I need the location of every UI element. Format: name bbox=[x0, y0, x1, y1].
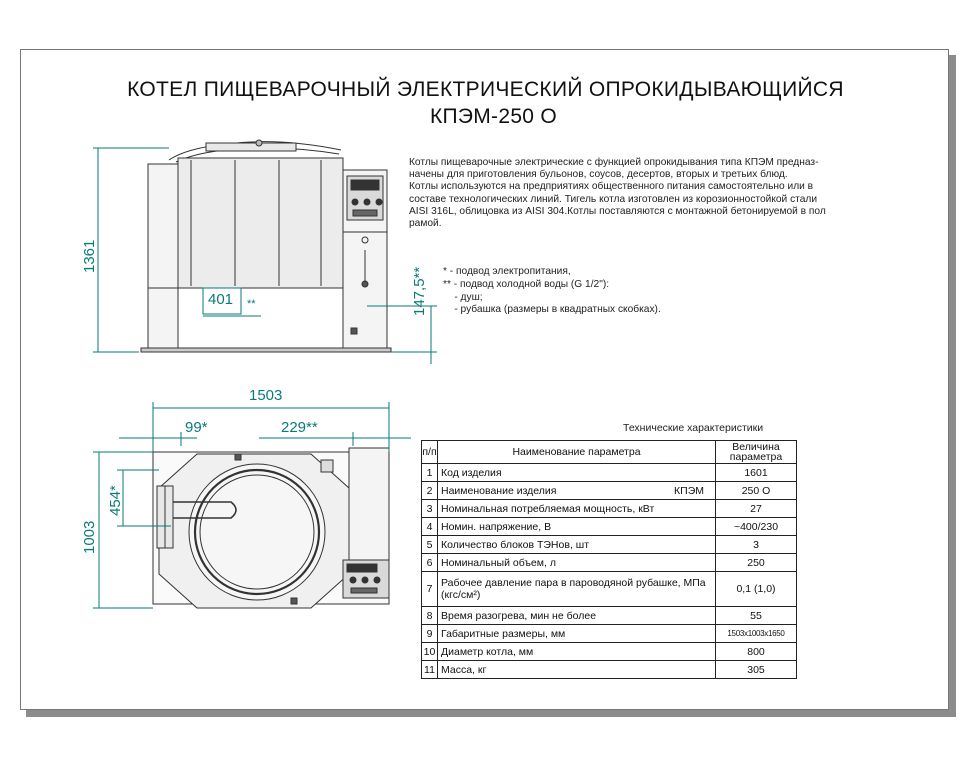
dim-depth-1003: 1003 bbox=[81, 520, 98, 554]
table-caption: Технические характеристики bbox=[623, 422, 764, 434]
dim-454: 454* bbox=[107, 485, 124, 516]
row-value: 55 bbox=[716, 607, 797, 625]
row-param: Рабочее давление пара в пароводяной рубашке, МПа (кгс/см²) bbox=[438, 572, 716, 607]
row-param bbox=[438, 482, 716, 500]
row-num: 11 bbox=[422, 661, 438, 679]
row-param-text: Наименование изделия bbox=[441, 484, 557, 497]
row-param: Диаметр котла, мм bbox=[438, 643, 716, 661]
row-num: 3 bbox=[422, 500, 438, 518]
dim-147-5: 147,5** bbox=[411, 266, 428, 316]
dim-width-1503: 1503 bbox=[249, 387, 283, 404]
header-num: п/п bbox=[422, 441, 438, 464]
table-header-row bbox=[422, 441, 797, 464]
drawing-sheet bbox=[20, 49, 949, 710]
table-row bbox=[422, 572, 797, 607]
row-value: 1503x1003x1650 bbox=[716, 625, 797, 643]
description-line: AISI 316L, облицовка из AISI 304.Котлы поставляются с монтажной бетонируемой в пол bbox=[409, 205, 826, 217]
description-line: Котлы используются на предприятиях общественного питания самостоятельно или в bbox=[409, 181, 814, 193]
dim-401-suffix: ** bbox=[247, 298, 256, 310]
table-row bbox=[422, 500, 797, 518]
dim-229: 229** bbox=[281, 419, 318, 436]
row-value: 1601 bbox=[716, 464, 797, 482]
table-row bbox=[422, 518, 797, 536]
row-num: 4 bbox=[422, 518, 438, 536]
description-line: начены для приготовления бульонов, соусов, десертов, вторых и третьих блюд. bbox=[409, 169, 788, 181]
row-num: 9 bbox=[422, 625, 438, 643]
row-param: Количество блоков ТЭНов, шт bbox=[438, 536, 716, 554]
table-row bbox=[422, 536, 797, 554]
row-num: 7 bbox=[422, 572, 438, 607]
row-num: 10 bbox=[422, 643, 438, 661]
row-num: 8 bbox=[422, 607, 438, 625]
header-value: Величина параметра bbox=[716, 441, 797, 464]
row-value: 305 bbox=[716, 661, 797, 679]
row-value: 800 bbox=[716, 643, 797, 661]
note-line: ** - подвод холодной воды (G 1/2"): bbox=[443, 278, 610, 290]
table-row bbox=[422, 625, 797, 643]
header-param: Наименование параметра bbox=[438, 441, 716, 464]
row-param-right: КПЭМ bbox=[674, 484, 704, 497]
note-line: * - подвод электропитания, bbox=[443, 266, 571, 277]
description-line: рамой. bbox=[409, 218, 442, 230]
description-line: составе технологических линий. Тигель котла изготовлен из корозионностойкой стали bbox=[409, 193, 818, 205]
row-value: 250 bbox=[716, 554, 797, 572]
row-num: 2 bbox=[422, 482, 438, 500]
top-view bbox=[93, 402, 411, 608]
row-param: Номинальная потребляемая мощность, кВт bbox=[438, 500, 716, 518]
row-value: 27 bbox=[716, 500, 797, 518]
dim-401: 401 bbox=[208, 291, 234, 308]
description-line: Котлы пищеварочные электрические с функцией опрокидывания типа КПЭМ предназ- bbox=[409, 157, 819, 168]
row-num: 1 bbox=[422, 464, 438, 482]
table-row bbox=[422, 554, 797, 572]
row-param: Номинальный объем, л bbox=[438, 554, 716, 572]
row-value: 250 О bbox=[716, 482, 797, 500]
row-value: 3 bbox=[716, 536, 797, 554]
dim-height-1361: 1361 bbox=[81, 239, 98, 273]
table-row bbox=[422, 643, 797, 661]
row-value: 0,1 (1,0) bbox=[716, 572, 797, 607]
page-title: КОТЕЛ ПИЩЕВАРОЧНЫЙ ЭЛЕКТРИЧЕСКИЙ ОПРОКИДЫВАЮЩИЙСЯ bbox=[127, 78, 844, 101]
row-param: Масса, кг bbox=[438, 661, 716, 679]
row-value: ~400/230 bbox=[716, 518, 797, 536]
dim-99: 99* bbox=[185, 419, 208, 436]
table-row bbox=[422, 607, 797, 625]
table-row bbox=[422, 464, 797, 482]
model-title: КПЭМ-250 О bbox=[429, 105, 558, 128]
table-row bbox=[422, 661, 797, 679]
front-view bbox=[93, 140, 437, 364]
table-row bbox=[422, 482, 797, 500]
row-param: Номин. напряжение, В bbox=[438, 518, 716, 536]
note-line: - рубашка (размеры в квадратных скобках). bbox=[443, 304, 661, 316]
row-num: 5 bbox=[422, 536, 438, 554]
specs-table bbox=[421, 440, 797, 679]
note-line: - душ; bbox=[443, 291, 483, 303]
row-num: 6 bbox=[422, 554, 438, 572]
row-param: Время разогрева, мин не более bbox=[438, 607, 716, 625]
row-param: Габаритные размеры, мм bbox=[438, 625, 716, 643]
row-param: Код изделия bbox=[438, 464, 716, 482]
